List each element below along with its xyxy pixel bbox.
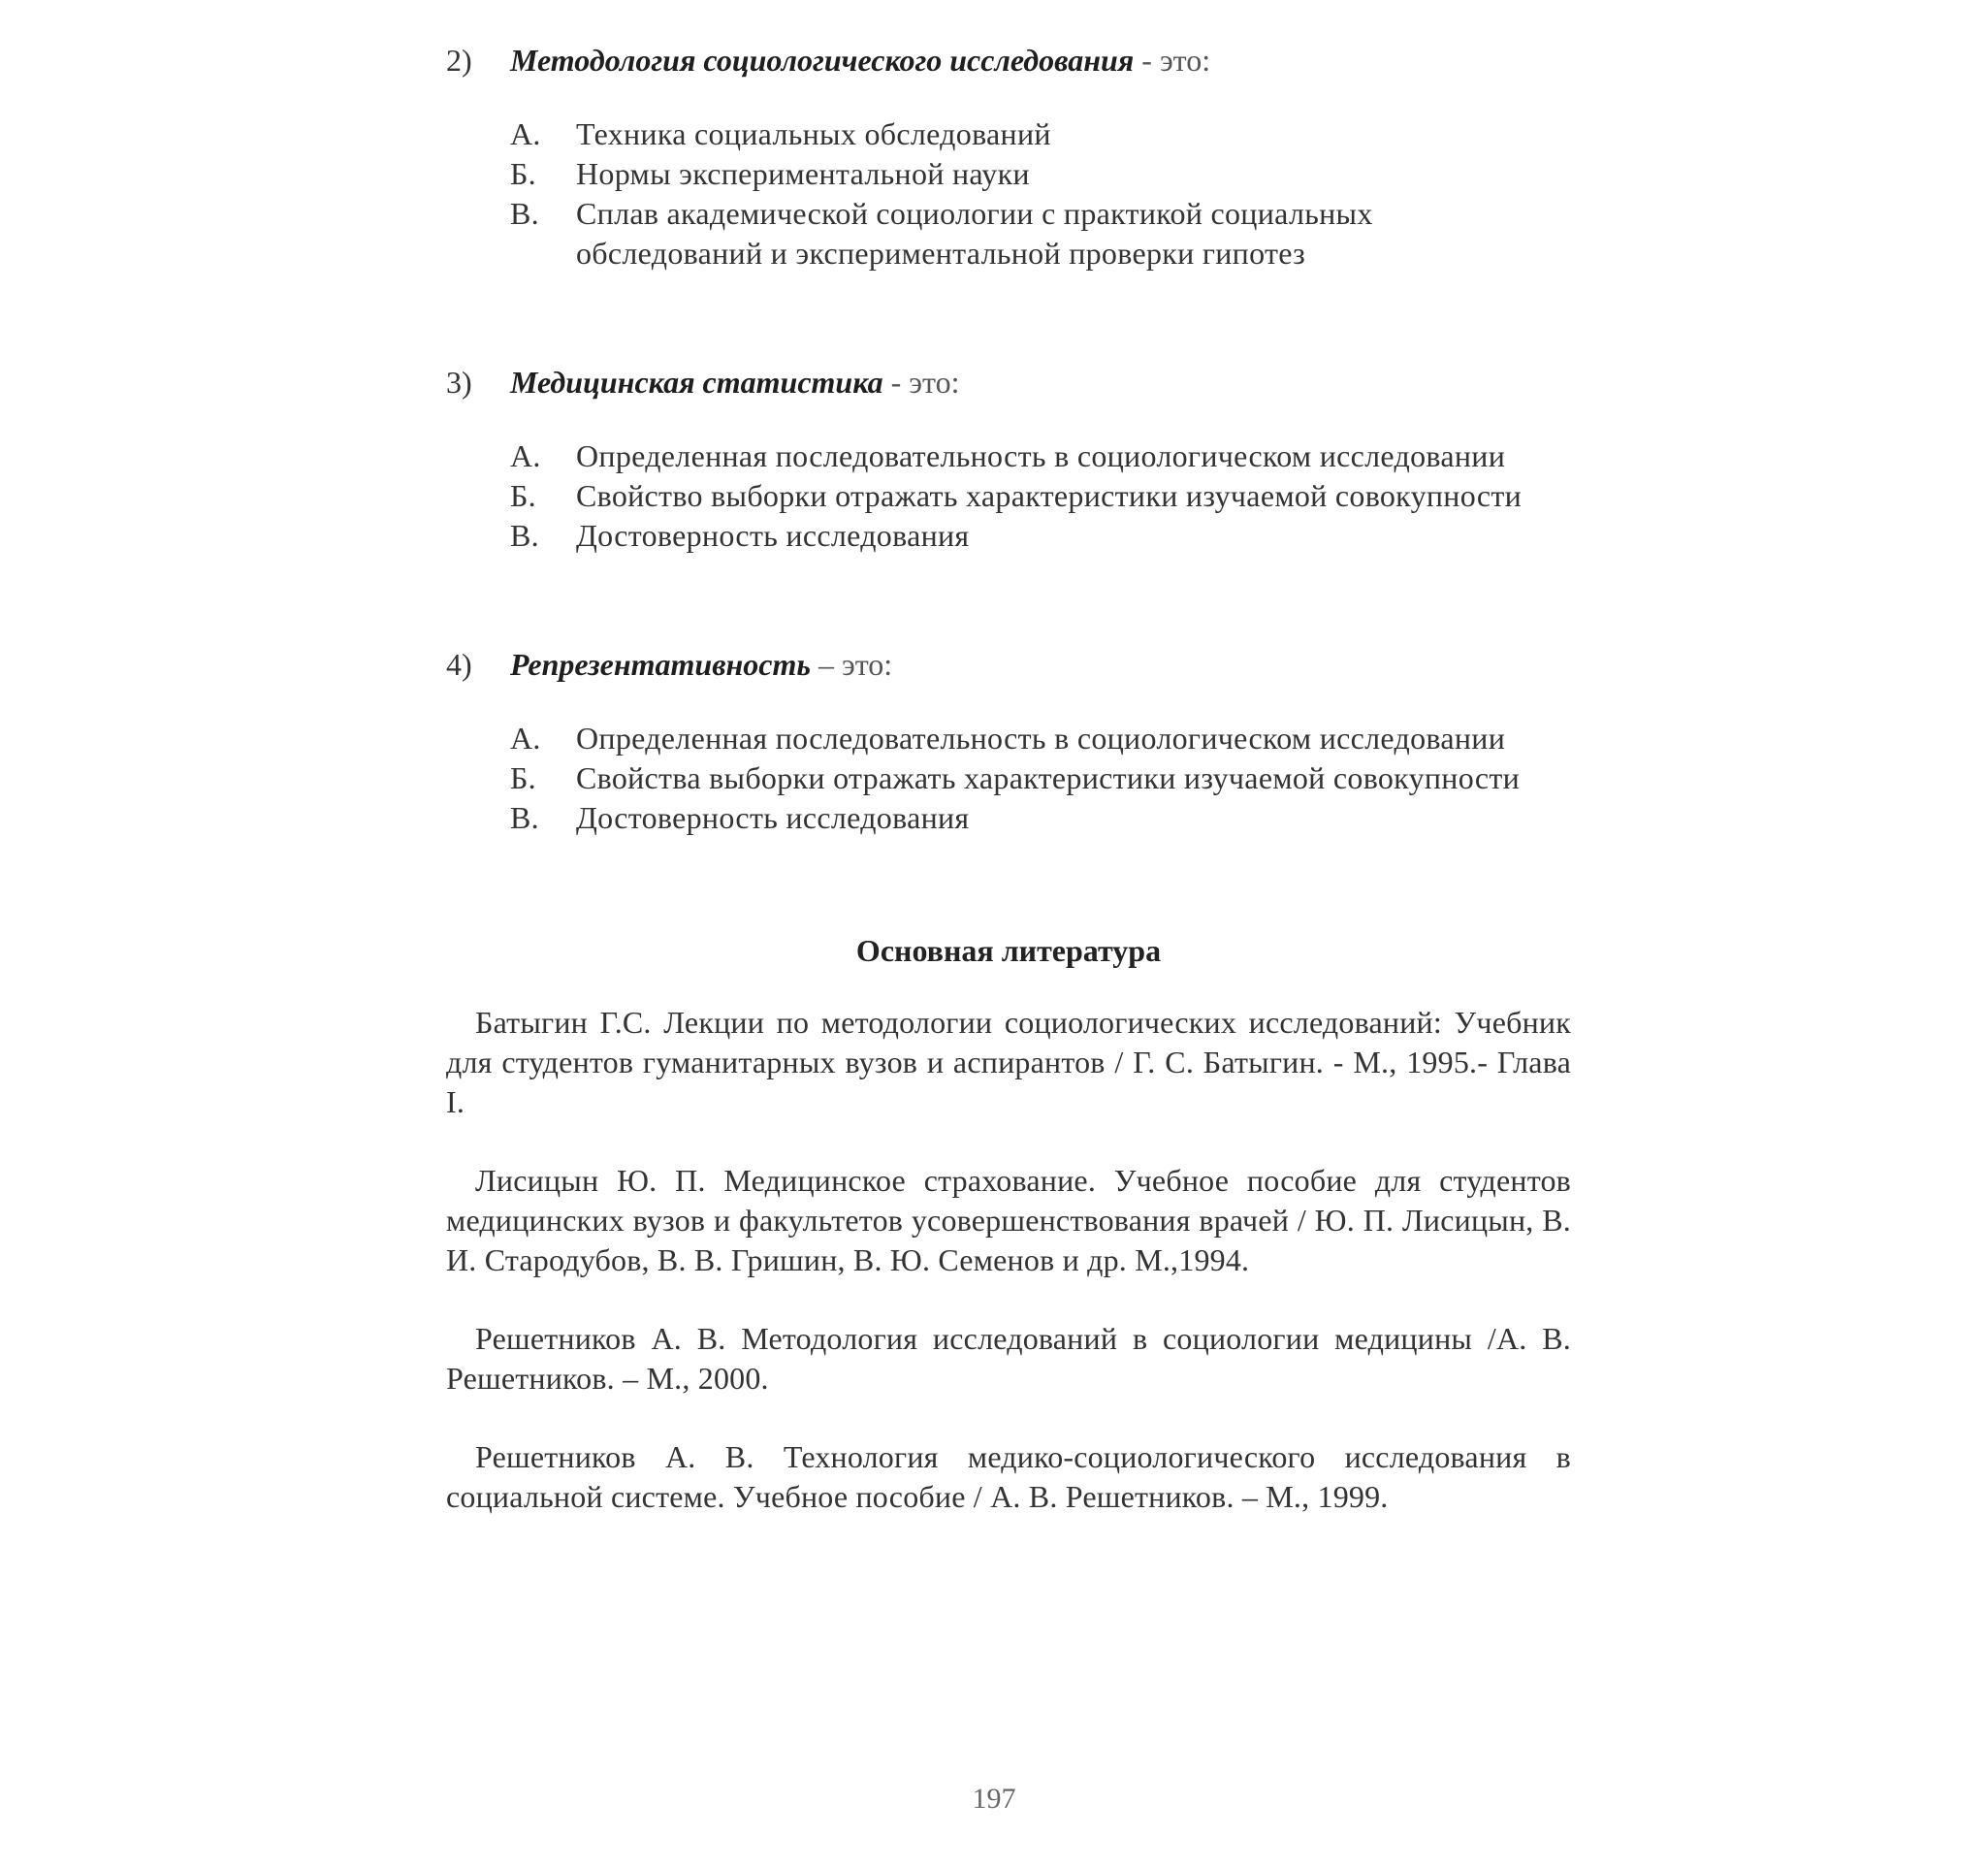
question-heading [446, 39, 1571, 81]
answer-option [510, 798, 1571, 838]
answer-option [510, 194, 1571, 274]
option-text: Сплав академической социологии с практикой социальных обследований и экспериментальной проверки гипотез [576, 196, 1373, 271]
question-2 [446, 39, 1571, 274]
option-text: Определенная последовательность в социологическом исследовании [576, 438, 1506, 473]
reference-item: Решетников А. В. Технология медико-социологического исследования в социальной системе. Учебное пособие / А. В. Решетников. – М., 1999. [446, 1439, 1571, 1514]
answer-option [510, 719, 1571, 758]
question-heading [446, 643, 1571, 686]
answer-option [510, 516, 1571, 556]
option-letter: Б. [510, 156, 536, 191]
question-suffix: - это: [890, 365, 960, 400]
option-letter: Б. [510, 760, 536, 795]
question-term: Методология социологического исследования [510, 43, 1135, 78]
answer-option [510, 436, 1571, 476]
option-letter: В. [510, 518, 539, 553]
option-letter: В. [510, 196, 539, 231]
option-letter: Б. [510, 478, 536, 513]
option-letter: В. [510, 800, 539, 835]
question-number: 3) [446, 365, 472, 400]
document-page [446, 39, 1571, 1556]
option-text: Техника социальных обследований [576, 116, 1051, 151]
question-number: 4) [446, 647, 472, 682]
option-text: Нормы экспериментальной науки [576, 156, 1030, 191]
question-3 [446, 361, 1571, 556]
answer-options [446, 114, 1571, 274]
reference-item: Решетников А. В. Методология исследований в социологии медицины /А. В. Решетников. – М., 2000. [446, 1321, 1571, 1396]
question-suffix: – это: [818, 647, 893, 682]
option-letter: А. [510, 721, 541, 756]
reference-item: Батыгин Г.С. Лекции по методологии социологических исследований: Учебник для студентов гуманитарных вузов и аспирантов / Г. С. Батыгин. - М., 1995.- Глава I. [446, 1005, 1571, 1119]
literature-title: Основная литература [855, 933, 1162, 968]
page-number: 197 [972, 1783, 1016, 1815]
answer-options [446, 436, 1571, 556]
question-heading [446, 361, 1571, 403]
answer-option [510, 114, 1571, 154]
question-4 [446, 643, 1571, 838]
option-text: Достоверность исследования [576, 800, 970, 835]
answer-options [446, 719, 1571, 838]
option-letter: А. [510, 438, 541, 473]
option-text: Свойство выборки отражать характеристики изучаемой совокупности [576, 478, 1523, 513]
option-text: Определенная последовательность в социологическом исследовании [576, 721, 1506, 756]
reference-item: Лисицын Ю. П. Медицинское страхование. Учебное пособие для студентов медицинских вузов и факультетов усовершенствования врачей / Ю. П. Лисицын, В. И. Стародубов, В. В. Гришин, В. Ю. Семенов и др. М.,1994. [446, 1163, 1571, 1277]
question-number: 2) [446, 43, 472, 78]
answer-option [510, 476, 1571, 516]
answer-option [510, 154, 1571, 194]
question-term: Медицинская статистика [510, 365, 883, 400]
option-text: Свойства выборки отражать характеристики изучаемой совокупности [576, 760, 1521, 795]
option-text: Достоверность исследования [576, 518, 970, 553]
answer-option [510, 758, 1571, 798]
reference-list [446, 1003, 1571, 1517]
question-suffix: - это: [1141, 43, 1211, 78]
question-term: Репрезентативность [510, 647, 811, 682]
option-letter: А. [510, 116, 541, 151]
